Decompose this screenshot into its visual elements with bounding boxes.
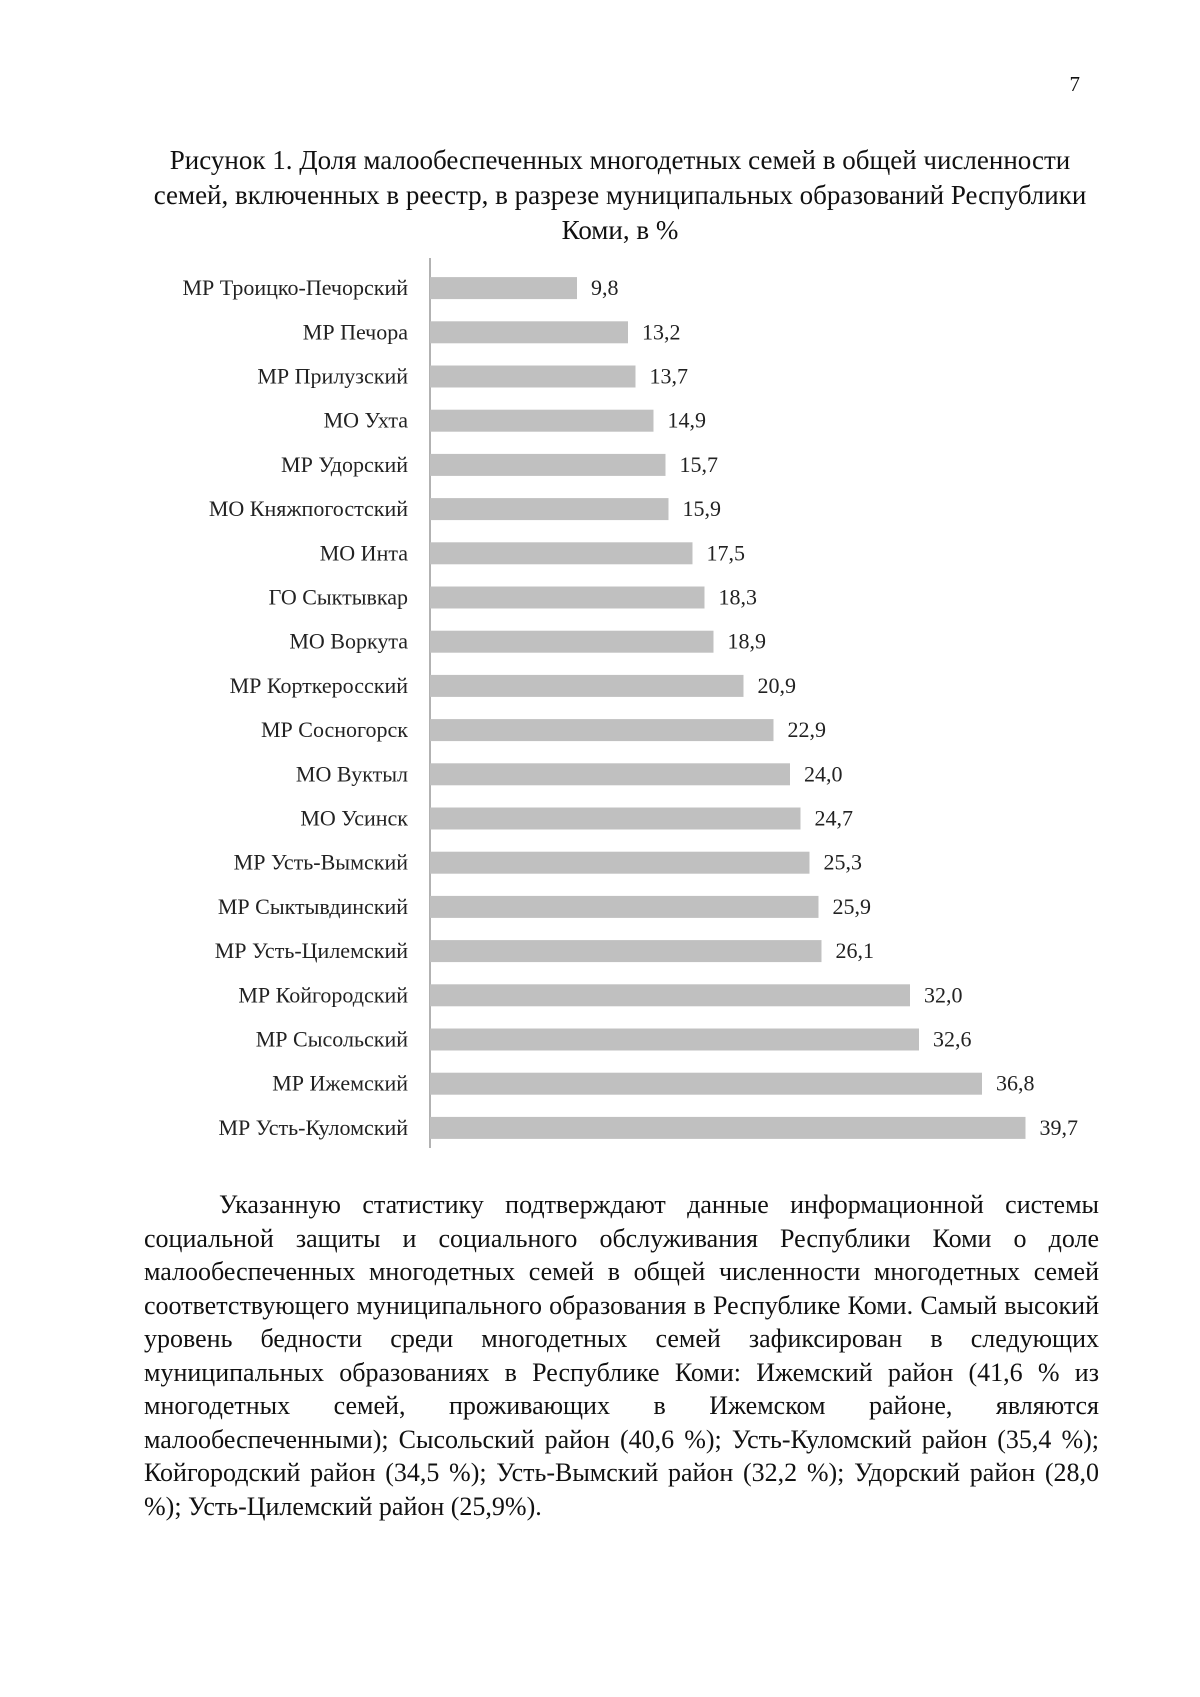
bar	[430, 631, 714, 653]
bar	[430, 1073, 982, 1095]
data-label: 24,7	[814, 805, 853, 831]
data-label: 39,7	[1039, 1114, 1078, 1140]
data-label: 13,7	[649, 363, 688, 389]
bar	[430, 542, 693, 564]
category-label: МО Воркута	[289, 628, 408, 654]
category-label: МО Усинск	[300, 805, 408, 831]
data-label: 13,2	[642, 319, 681, 345]
data-label: 32,6	[933, 1026, 972, 1052]
bar	[430, 454, 666, 476]
bar	[430, 277, 577, 299]
bar	[430, 366, 636, 388]
bar	[430, 587, 705, 609]
category-label: ГО Сыктывкар	[268, 584, 408, 610]
data-label: 20,9	[757, 672, 796, 698]
category-label: МО Инта	[319, 540, 408, 566]
category-label: МР Сыктывдинский	[217, 893, 408, 919]
category-label: МО Княжпогостский	[208, 496, 408, 522]
data-label: 32,0	[924, 982, 963, 1008]
data-label: 18,3	[718, 584, 757, 610]
data-label: 25,9	[832, 893, 871, 919]
category-label: МР Сосногорск	[261, 717, 408, 743]
bar	[430, 940, 822, 962]
category-label: МР Койгородский	[238, 982, 408, 1008]
category-label: МО Вуктыл	[295, 761, 408, 787]
category-label: МО Ухта	[323, 407, 408, 433]
category-label: МР Сысольский	[255, 1026, 408, 1052]
bar	[430, 498, 669, 520]
bar-chart	[130, 258, 1090, 1148]
data-label: 17,5	[706, 540, 745, 566]
bar	[430, 321, 628, 343]
data-label: 14,9	[667, 407, 706, 433]
category-label: МР Печора	[302, 319, 408, 345]
category-label: МР Усть-Куломский	[218, 1114, 408, 1140]
data-label: 26,1	[835, 938, 874, 964]
body-paragraph: Указанную статистику подтверждают данные информационной системы социальной защиты и социального обслуживания Республики Коми о доле малообеспеченных многодетных семей в общей численности многодетных семей соответствующего муниципального образования в Республике Коми. Самый высокий уровень бедности среди многодетных семей зафиксирован в следующих муниципальных образованиях в Республике Коми: Ижемский район (41,6 % из многодетных семей, проживающих в Ижемском районе, являются малообеспеченными); Сысольский район (40,6 %); Усть-Куломский район (35,4 %); Койгородский район (34,5 %); Усть-Вымский район (32,2 %); Удорский район (28,0 %); Усть-Цилемский район (25,9%).	[144, 1190, 1099, 1521]
bar	[430, 763, 790, 785]
category-label: МР Удорский	[281, 451, 408, 477]
data-label: 25,3	[823, 849, 862, 875]
data-label: 24,0	[804, 761, 843, 787]
data-label: 36,8	[996, 1070, 1035, 1096]
category-label: МР Троицко-Печорский	[182, 275, 408, 301]
data-label: 9,8	[591, 275, 619, 301]
page-number: 7	[1069, 72, 1080, 96]
bar	[430, 1029, 919, 1051]
bar	[430, 984, 910, 1006]
category-label: МР Усть-Цилемский	[214, 938, 408, 964]
data-label: 22,9	[787, 717, 826, 743]
category-label: МР Ижемский	[272, 1070, 408, 1096]
category-label: МР Усть-Вымский	[233, 849, 408, 875]
data-label: 15,9	[682, 496, 721, 522]
category-label: МР Прилузский	[257, 363, 408, 389]
bar	[430, 410, 654, 432]
bar	[430, 719, 774, 741]
bar	[430, 675, 744, 697]
figure-caption: Рисунок 1. Доля малообеспеченных многодетных семей в общей численности семей, включенных в реестр, в разрезе муниципальных образований Республики Коми, в %	[153, 145, 1087, 245]
bar	[430, 1117, 1026, 1139]
bar	[430, 808, 801, 830]
data-label: 18,9	[727, 628, 766, 654]
bar	[430, 852, 810, 874]
data-label: 15,7	[679, 451, 718, 477]
bar	[430, 896, 819, 918]
category-label: МР Корткеросский	[229, 672, 408, 698]
